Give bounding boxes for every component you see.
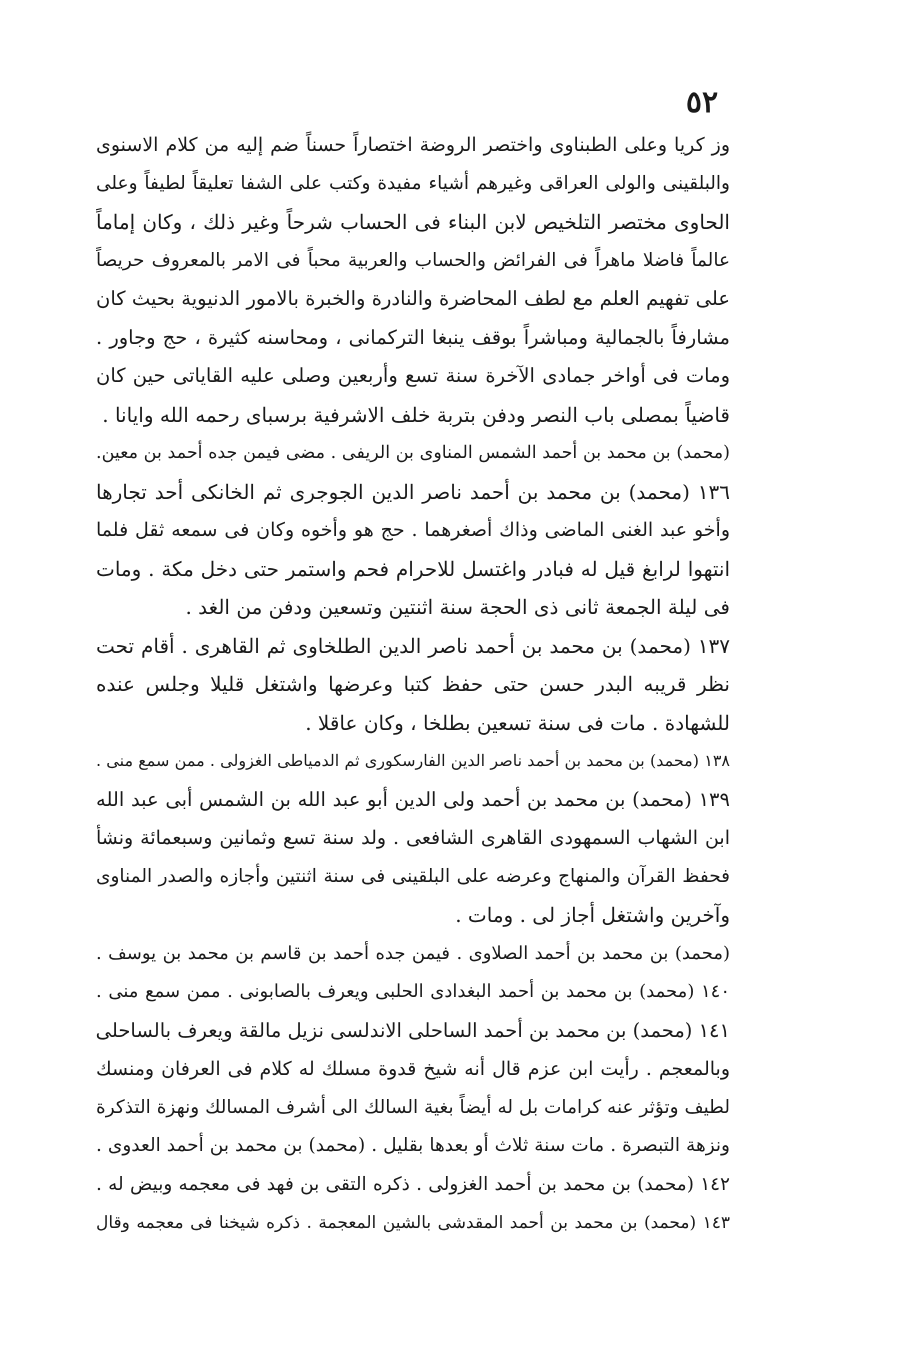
- text-line: فحفظ القرآن والمنهاج وعرضه على البلقينى فى سنة اثنتين وأجازه والصدر المناوى: [96, 865, 730, 887]
- text-line: وبالمعجم . رأيت ابن عزم قال أنه شيخ قدوة مسلك له كلام فى العرفان ومنسك: [96, 1058, 730, 1080]
- text-line: قاضياً بمصلى باب النصر ودفن بتربة خلف الاشرفية برسباى رحمه الله وايانا .: [102, 402, 730, 427]
- text-line: مشارفاً بالجمالية ومباشراً بوقف ينبغا التركمانى ، ومحاسنه كثيرة ، حج وجاور .: [96, 325, 730, 349]
- text-line: ١٤١ (محمد) بن محمد بن أحمد الساحلى الاندلسى نزيل مالقة ويعرف بالساحلى: [96, 1018, 730, 1042]
- text-line: ١٣٦ (محمد) بن محمد بن أحمد ناصر الدين الجوجرى ثم الخانكى أحد تجارها: [96, 479, 730, 504]
- text-line: ١٤٣ (محمد) بن محمد بن أحمد المقدشى بالشين المعجمة . ذكره شيخنا فى معجمه وقال: [96, 1213, 730, 1233]
- text-line: ١٤٠ (محمد) بن محمد بن أحمد البغدادى الحلبى ويعرف بالصابونى . ممن سمع منى .: [96, 981, 730, 1002]
- text-line: (محمد) بن محمد بن أحمد الشمس المناوى بن الريفى . مضى فيمن جده أحمد بن معين.: [96, 443, 730, 463]
- text-line: وآخرين واشتغل أجاز لى . ومات .: [455, 903, 730, 927]
- text-line: وز كريا وعلى الطبناوى واختصر الروضة اختصاراً حسناً ضم إليه من كلام الاسنوى: [96, 134, 730, 156]
- text-line: نظر قريبه البدر حسن حتى حفظ كتبا وعرضها واشتغل قليلا وجلس عنده: [96, 672, 730, 696]
- text-line: الحاوى مختصر التلخيص لابن البناء فى الحساب شرحاً وغير ذلك ، وكان إماماً: [96, 210, 730, 234]
- text-line: ومات فى أواخر جمادى الآخرة سنة تسع وأربعين وصلى عليه القاياتى حين كان: [96, 364, 730, 387]
- text-line: على تفهيم العلم مع لطف المحاضرة والنادرة والخبرة بالامور الدنيوية بحيث كان: [96, 287, 730, 310]
- text-line: ١٣٩ (محمد) بن محمد بن أحمد ولى الدين أبو عبد الله بن الشمس أبى عبد الله: [96, 787, 730, 811]
- text-line: للشهادة . مات فى سنة تسعين بطلخا ، وكان عاقلا .: [305, 710, 730, 735]
- text-line: ١٤٢ (محمد) بن محمد بن أحمد الغزولى . ذكره التقى بن فهد فى معجمه وبيض له .: [96, 1173, 730, 1195]
- text-line: فى ليلة الجمعة ثانى ذى الحجة سنة اثنتين وتسعين ودفن من الغد .: [185, 595, 730, 619]
- text-line: انتهوا لرابغ قيل له فبادر واغتسل للاحرام فحم واستمر حتى دخل مكة . ومات: [96, 556, 730, 581]
- text-line: والبلقينى والولى العراقى وغيرهم أشياء مفيدة وكتب على الشفا تعليقاً لطيفاً وعلى: [96, 172, 730, 194]
- body-text: [96, 126, 730, 1243]
- text-line: وأخو عبد الغنى الماضى وذاك أصغرهما . حج هو وأخوه وكان فى سمعه ثقل فلما: [96, 519, 730, 541]
- text-line: ونزهة التبصرة . مات سنة ثلاث أو بعدها بقليل . (محمد) بن محمد بن أحمد العدوى .: [96, 1135, 730, 1156]
- text-line: لطيف وتؤثر عنه كرامات بل له أيضاً بغية السالك الى أشرف المسالك ونهزة التذكرة: [96, 1096, 730, 1118]
- text-line: عالماً فاضلا ماهراً فى الفرائض والحساب والعربية محباً فى الامر بالمعروف حريصاً: [96, 249, 730, 271]
- text-line: ١٣٧ (محمد) بن محمد بن أحمد ناصر الدين الطلخاوى ثم القاهرى . أقام تحت: [96, 633, 730, 658]
- page-number: ٥٢: [685, 85, 719, 120]
- text-line: ابن الشهاب السمهودى القاهرى الشافعى . ولد سنة تسع وثمانين وسبعمائة ونشأ: [96, 827, 730, 849]
- text-line: (محمد) بن محمد بن أحمد الصلاوى . فيمن جده أحمد بن قاسم بن محمد بن يوسف .: [96, 942, 730, 964]
- text-line: ١٣٨ (محمد) بن محمد بن أحمد ناصر الدين الفارسكورى ثم الدمياطى الغزولى . ممن سمع منى .: [96, 751, 730, 770]
